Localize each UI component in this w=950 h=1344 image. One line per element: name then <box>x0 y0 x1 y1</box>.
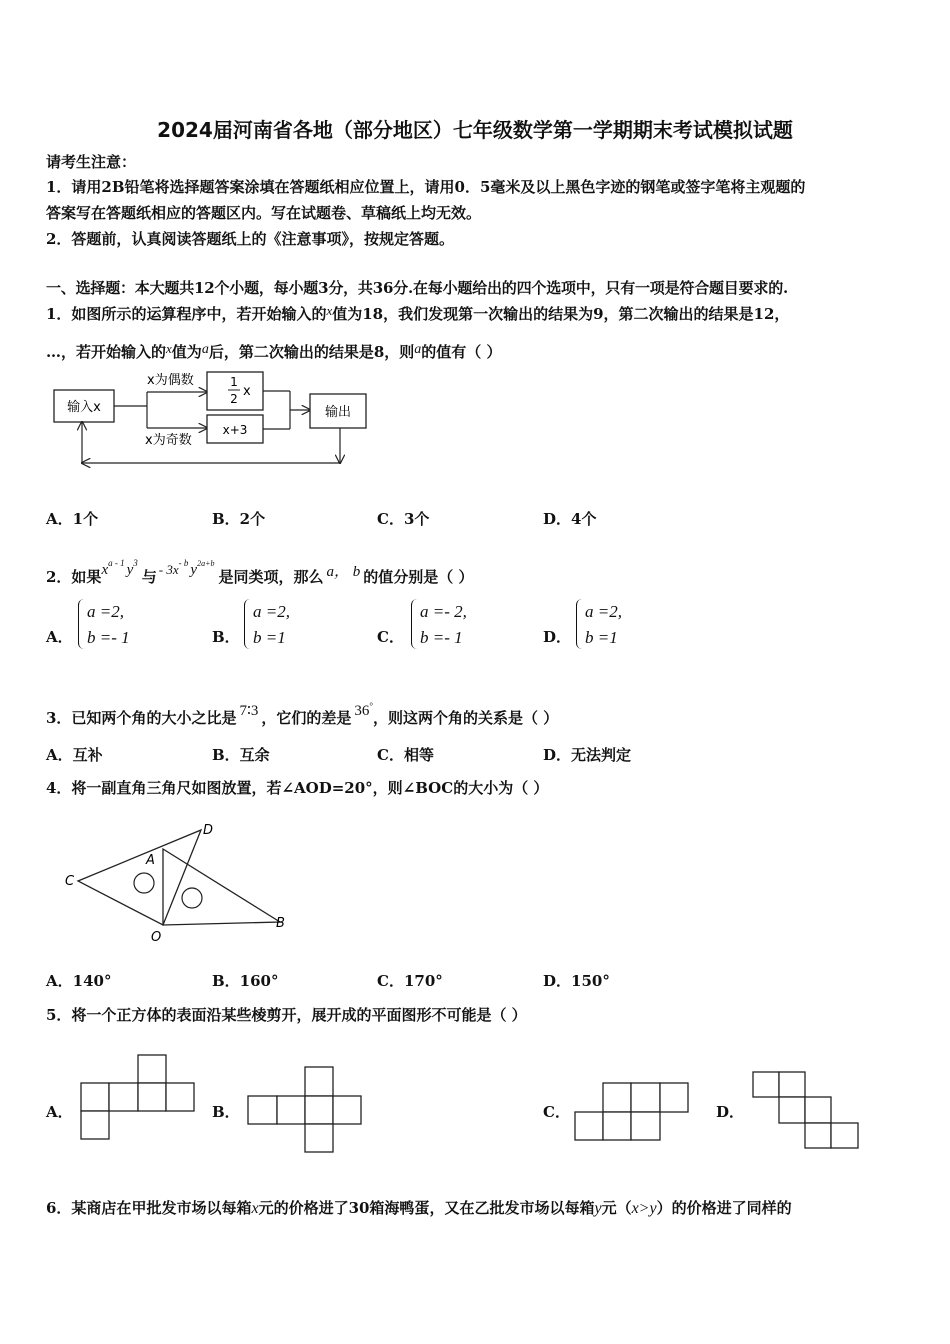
q2-option-d-label: D． <box>543 628 572 646</box>
point-b: B <box>276 916 285 931</box>
q2-option-a-label: A． <box>46 628 73 646</box>
q4-option-c: C．170° <box>377 972 443 990</box>
odd-label: x为奇数 <box>145 433 192 448</box>
notice-line-1: 1．请用2B铅笔将选择题答案涂填在答题纸相应位置上，请用0．5毫米及以上黑色字迹的钢笔或签字笔将主观题的 <box>46 178 806 196</box>
q3-option-a: A．互补 <box>46 746 103 764</box>
question-1-line-1: 1．如图所示的运算程序中，若开始输入的x值为18，我们发现第一次输出的结果为9，第二次输出的结果是12， <box>46 303 790 323</box>
notice-heading: 请考生注意： <box>46 153 137 171</box>
q5-net-c <box>574 1082 694 1144</box>
q2-option-d-system: a =2, b =1 <box>585 599 622 651</box>
q4-option-b: B．160° <box>212 972 279 990</box>
point-d: D <box>203 823 214 838</box>
q3-option-b: B．互余 <box>212 746 270 764</box>
even-label: x为偶数 <box>147 373 194 388</box>
question-4: 4．将一副直角三角尺如图放置，若∠AOD=20°，则∠BOC的大小为（ ） <box>46 779 549 797</box>
triangles-diagram <box>60 818 300 948</box>
q5-option-c-label: C． <box>543 1103 570 1121</box>
section-heading: 一、选择题：本大题共12个小题，每小题3分，共36分.在每小题给出的四个选项中，只有一项是符合题目要求的. <box>46 279 789 297</box>
q5-option-d-label: D． <box>716 1103 745 1121</box>
page-title: 2024届河南省各地（部分地区）七年级数学第一学期期末考试模拟试题 <box>157 118 793 142</box>
plus3-label: x+3 <box>222 423 248 437</box>
half-x: x <box>243 384 251 399</box>
question-2: 2．如果$x^{a - 1}$ $y^3$与 - $3x^{- b}$ $y^{2a+b}$是同类项，那么 a， b 的值分别是（ ） <box>46 558 474 586</box>
q2-option-a-system: a =2, b =- 1 <box>87 599 130 651</box>
q5-option-b-label: B． <box>212 1103 240 1121</box>
q1-option-b: B．2个 <box>212 510 266 528</box>
triangle-cad <box>78 830 201 925</box>
point-o: O <box>151 930 162 945</box>
input-label: 输入x <box>67 400 101 415</box>
half-numerator: 1 <box>230 375 238 389</box>
point-c: C <box>65 874 75 889</box>
q1-option-c: C．3个 <box>377 510 430 528</box>
q5-net-a <box>80 1054 200 1144</box>
q2-option-b-system: a =2, b =1 <box>253 599 290 651</box>
q5-option-a-label: A． <box>46 1103 73 1121</box>
question-1-line-2: …，若开始输入的x值为a后，第二次输出的结果是8，则a的值有（ ） <box>46 341 502 361</box>
point-a: A <box>146 853 155 868</box>
flowchart-diagram <box>50 368 380 473</box>
question-5: 5．将一个正方体的表面沿某些棱剪开，展开成的平面图形不可能是（ ） <box>46 1006 527 1024</box>
notice-line-3: 2．答题前，认真阅读答题纸上的《注意事项》，按规定答题。 <box>46 230 454 248</box>
question-3: 3．已知两个角的大小之比是 7∶3 ，它们的差是 36°，则这两个角的关系是（ ） <box>46 701 559 727</box>
q2-option-c-system: a =- 2, b =- 1 <box>420 599 467 651</box>
q5-net-d <box>752 1071 862 1151</box>
q1-option-d: D．4个 <box>543 510 597 528</box>
q2-option-b-label: B． <box>212 628 240 646</box>
output-label: 输出 <box>324 405 352 420</box>
question-6: 6．某商店在甲批发市场以每箱x元的价格进了30箱海鸭蛋，又在乙批发市场以每箱y元（x>y）的价格进了同样的 <box>46 1199 792 1217</box>
q5-net-b <box>247 1066 367 1156</box>
half-denominator: 2 <box>230 392 238 406</box>
q3-option-d: D．无法判定 <box>543 746 632 764</box>
notice-line-2: 答案写在答题纸相应的答题区内。写在试题卷、草稿纸上均无效。 <box>46 204 482 222</box>
triangle-aob <box>163 849 280 925</box>
q4-option-d: D．150° <box>543 972 610 990</box>
q3-option-c: C．相等 <box>377 746 434 764</box>
q4-option-a: A．140° <box>46 972 112 990</box>
q1-option-a: A．1个 <box>46 510 99 528</box>
q2-option-c-label: C． <box>377 628 404 646</box>
